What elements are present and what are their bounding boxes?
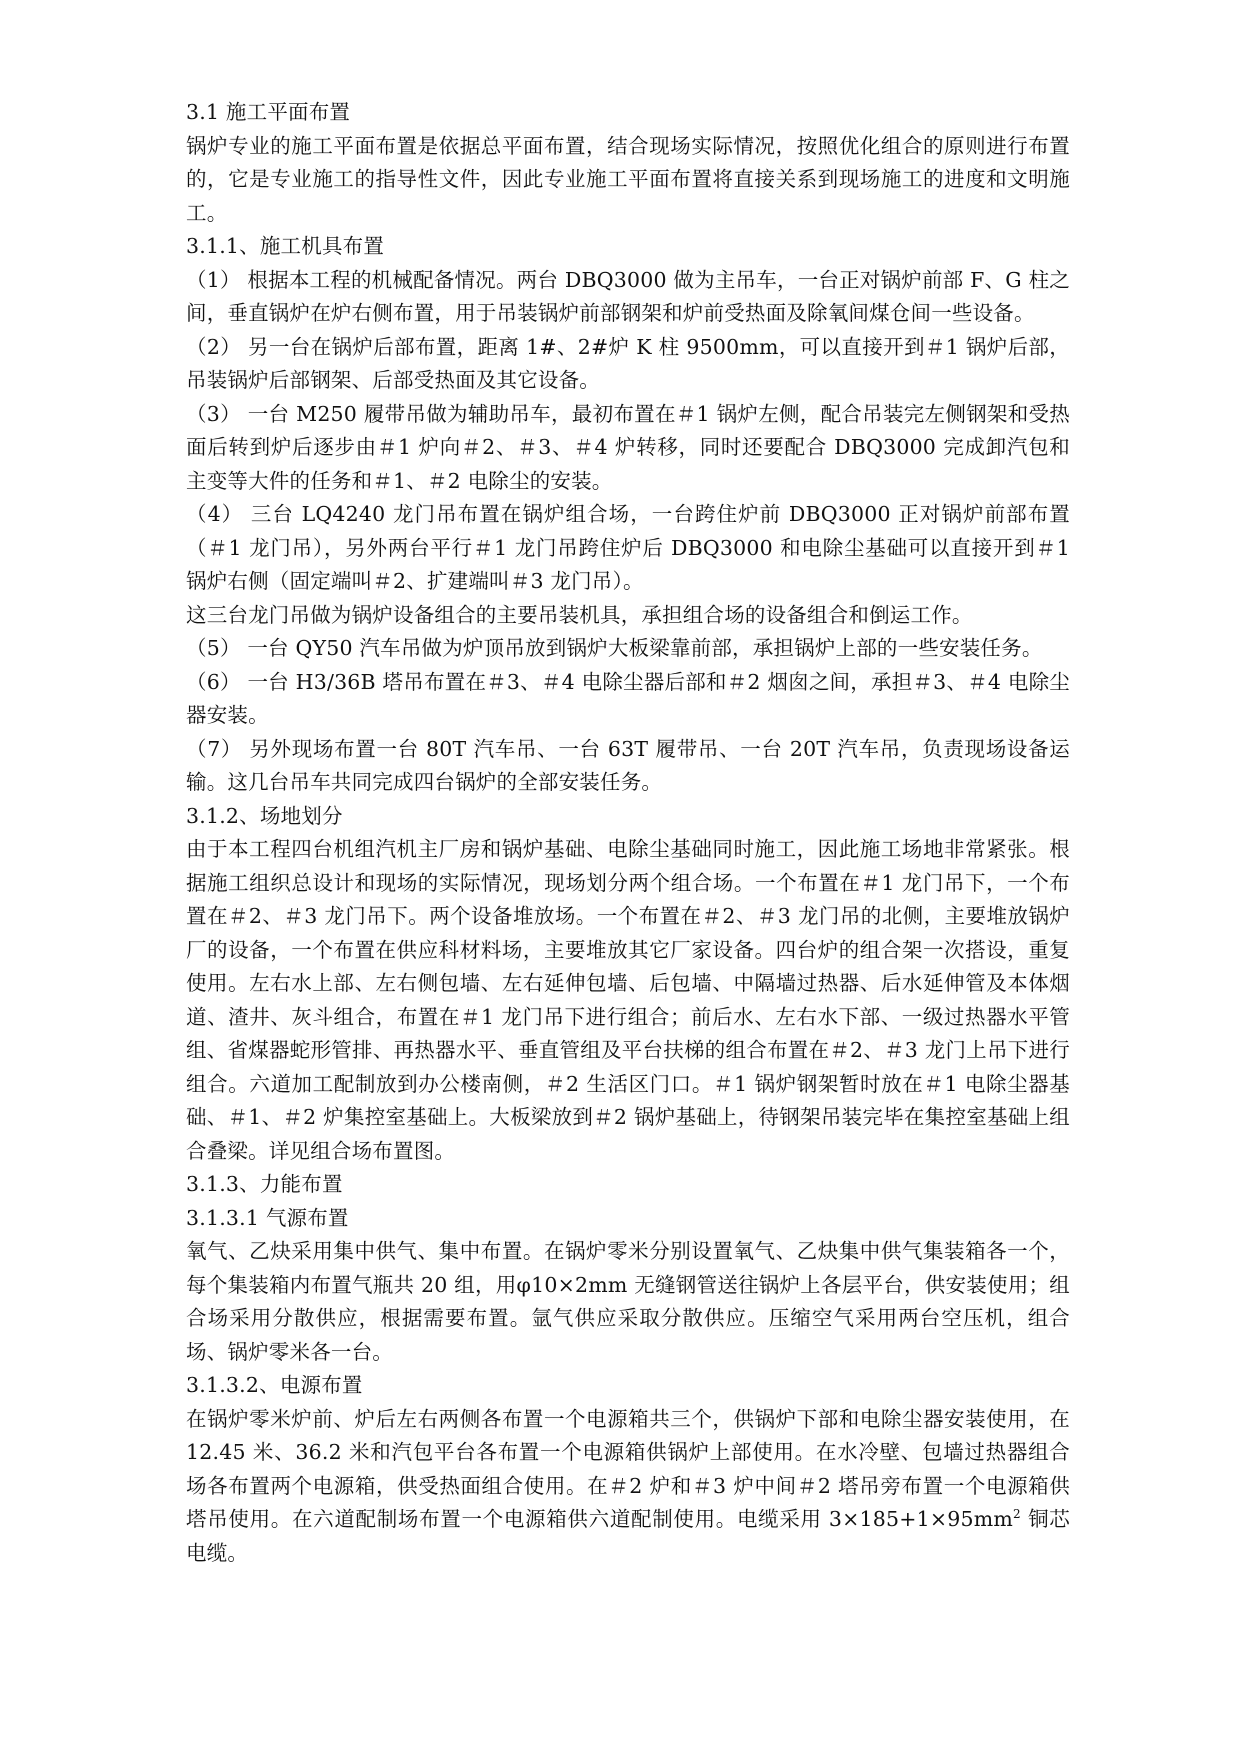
paragraph-with-superscript [186, 1403, 1070, 1571]
superscript: 2 [1013, 1507, 1021, 1522]
section-heading: 3.1.1、施工机具布置 [186, 234, 385, 258]
section-heading: 3.1.2、场地划分 [186, 803, 343, 828]
paragraph-tail-text: 铜芯电缆。 [186, 1507, 1070, 1565]
section-heading: 3.1.3、力能布置 [186, 1172, 343, 1196]
paragraph: （6） 一台 H3/36B 塔吊布置在＃3、＃4 电除尘器后部和＃2 烟囱之间，承担＃3、＃4 电除尘器安装。 [186, 669, 1070, 727]
section-heading: 3.1 施工平面布置 [186, 100, 351, 124]
paragraph-text: 在锅炉零米炉前、炉后左右两侧各布置一个电源箱共三个，供锅炉下部和电除尘器安装使用，在 12.45 米、36.2 米和汽包平台各布置一个电源箱供锅炉上部使用。在水冷壁、包墙过热器组合场各布置两个电源箱，供受热面组合使用。在＃2 炉和＃3 炉中间＃2 塔吊旁布置一个电源箱供塔吊使用。在六道配制场布置一个电源箱供六道配制使用。电缆采用 3×185+1×95mm [186, 1406, 1070, 1531]
paragraph: （2） 另一台在锅炉后部布置，距离 1#、2#炉 K 柱 9500mm，可以直接开到＃1 锅炉后部，吊装锅炉后部钢架、后部受热面及其它设备。 [186, 334, 1070, 392]
paragraph: （3） 一台 M250 履带吊做为辅助吊车，最初布置在＃1 锅炉左侧，配合吊装完左侧钢架和受热面后转到炉后逐步由＃1 炉向＃2、＃3、＃4 炉转移，同时还要配合 DBQ3000 完成卸汽包和主变等大件的任务和＃1、＃2 电除尘的安装。 [186, 401, 1070, 493]
document-page [186, 96, 1070, 1570]
paragraph: （1） 根据本工程的机械配备情况。两台 DBQ3000 做为主吊车，一台正对锅炉前部 F、G 柱之间，垂直锅炉在炉右侧布置，用于吊装锅炉前部钢架和炉前受热面及除氧间煤仓间一些设备。 [186, 267, 1070, 325]
section-heading: 3.1.3.2、电源布置 [186, 1373, 363, 1397]
section-heading: 3.1.3.1 气源布置 [186, 1205, 349, 1230]
paragraph: 锅炉专业的施工平面布置是依据总平面布置，结合现场实际情况，按照优化组合的原则进行布置的，它是专业施工的指导性文件，因此专业施工平面布置将直接关系到现场施工的进度和文明施工。 [186, 133, 1070, 225]
paragraph: （7） 另外现场布置一台 80T 汽车吊、一台 63T 履带吊、一台 20T 汽车吊，负责现场设备运输。这几台吊车共同完成四台锅炉的全部安装任务。 [186, 736, 1070, 794]
paragraph: （5） 一台 QY50 汽车吊做为炉顶吊放到锅炉大板梁靠前部，承担锅炉上部的一些安装任务。 [186, 636, 1043, 660]
paragraph: 这三台龙门吊做为锅炉设备组合的主要吊装机具，承担组合场的设备组合和倒运工作。 [186, 602, 973, 627]
paragraph: 氧气、乙炔采用集中供气、集中布置。在锅炉零米分别设置氧气、乙炔集中供气集装箱各一个，每个集装箱内布置气瓶共 20 组，用φ10×2mm 无缝钢管送往锅炉上各层平台，供安装使用；组合场采用分散供应，根据需要布置。氩气供应采取分散供应。压缩空气采用两台空压机，组合场、锅炉零米各一台。 [186, 1239, 1070, 1364]
paragraph: （4） 三台 LQ4240 龙门吊布置在锅炉组合场，一台跨住炉前 DBQ3000 正对锅炉前部布置（＃1 龙门吊），另外两台平行＃1 龙门吊跨住炉后 DBQ3000 和电除尘基础可以直接开到＃1 锅炉右侧（固定端叫＃2、扩建端叫＃3 龙门吊）。 [186, 502, 1070, 593]
paragraph: 由于本工程四台机组汽机主厂房和锅炉基础、电除尘基础同时施工，因此施工场地非常紧张。根据施工组织总设计和现场的实际情况，现场划分两个组合场。一个布置在＃1 龙门吊下，一个布置在＃2、＃3 龙门吊下。两个设备堆放场。一个布置在＃2、＃3 龙门吊的北侧，主要堆放锅炉厂的设备，一个布置在供应科材料场，主要堆放其它厂家设备。四台炉的组合架一次搭设，重复使用。左右水上部、左右侧包墙、左右延伸包墙、后包墙、中隔墙过热器、后水延伸管及本体烟道、渣井、灰斗组合，布置在＃1 龙门吊下进行组合；前后水、左右水下部、一级过热器水平管组、省煤器蛇形管排、再热器水平、垂直管组及平台扶梯的组合布置在＃2、＃3 龙门上吊下进行组合。六道加工配制放到办公楼南侧，＃2 生活区门口。＃1 锅炉钢架暂时放在＃1 电除尘器基础、＃1、＃2 炉集控室基础上。大板梁放到＃2 锅炉基础上，待钢架吊装完毕在集控室基础上组合叠梁。详见组合场布置图。 [186, 837, 1070, 1163]
